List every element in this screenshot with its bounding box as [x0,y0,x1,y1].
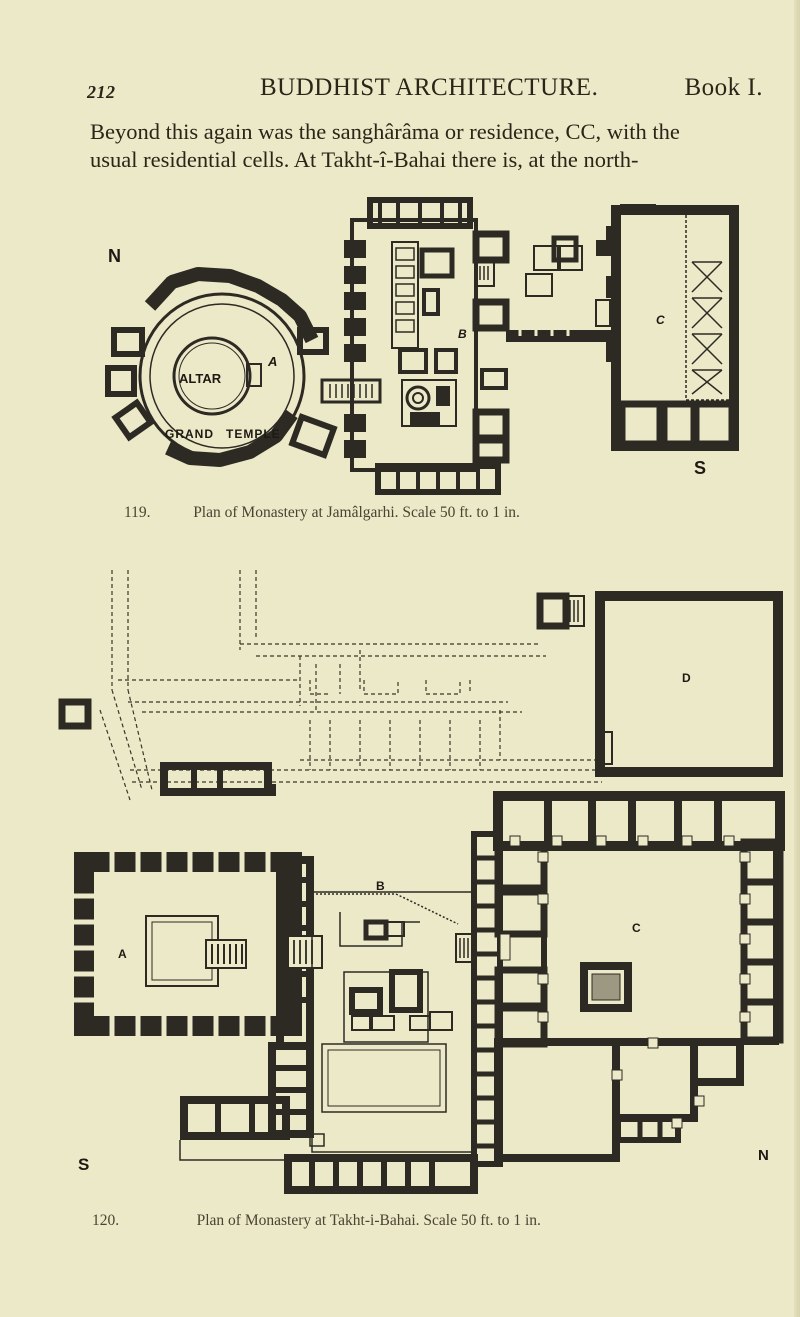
label-d: D [682,671,691,685]
page-number: 212 [87,82,116,102]
grand-label: GRAND [165,427,214,441]
sangharama-c [506,204,734,446]
label-c: C [632,921,641,935]
label-b: B [376,879,385,893]
figure-number: 119. [124,504,151,521]
court-a [74,852,322,1046]
temple-label: TEMPLE [226,427,281,441]
body-line: usual residential cells. At Takht-î-Bahai there is, at the north- [90,147,639,172]
figure-number: 120. [92,1212,120,1229]
south-label: S [78,1155,90,1174]
south-label: S [694,458,707,478]
takht-i-bahai-plan [0,560,800,1210]
label-b: B [458,327,467,341]
label-c: C [656,313,665,327]
caption-text: Plan of Monastery at Takht-i-Bahai. Scale 50 ft. to 1 in. [196,1212,541,1229]
running-header [87,74,763,114]
label-a: A [268,354,278,369]
running-title: BUDDHIST ARCHITECTURE. [260,74,599,101]
caption-text: Plan of Monastery at Jamâlgarhi. Scale 50 ft. to 1 in. [193,504,520,521]
figure-120-caption [92,1212,541,1230]
court-b [344,200,506,492]
altar-label: ALTAR [179,371,222,386]
jamalgarhi-plan [0,190,800,500]
figure-119-caption [124,504,520,522]
body-paragraph [90,118,770,174]
book-label: Book I. [684,74,763,101]
court-b [180,892,474,1190]
sangharama-c [474,796,780,1164]
north-label: N [108,246,121,266]
north-label: N [758,1147,769,1164]
label-a: A [118,947,127,961]
body-line: Beyond this again was the sanghârâma or residence, CC, with the [90,119,680,144]
